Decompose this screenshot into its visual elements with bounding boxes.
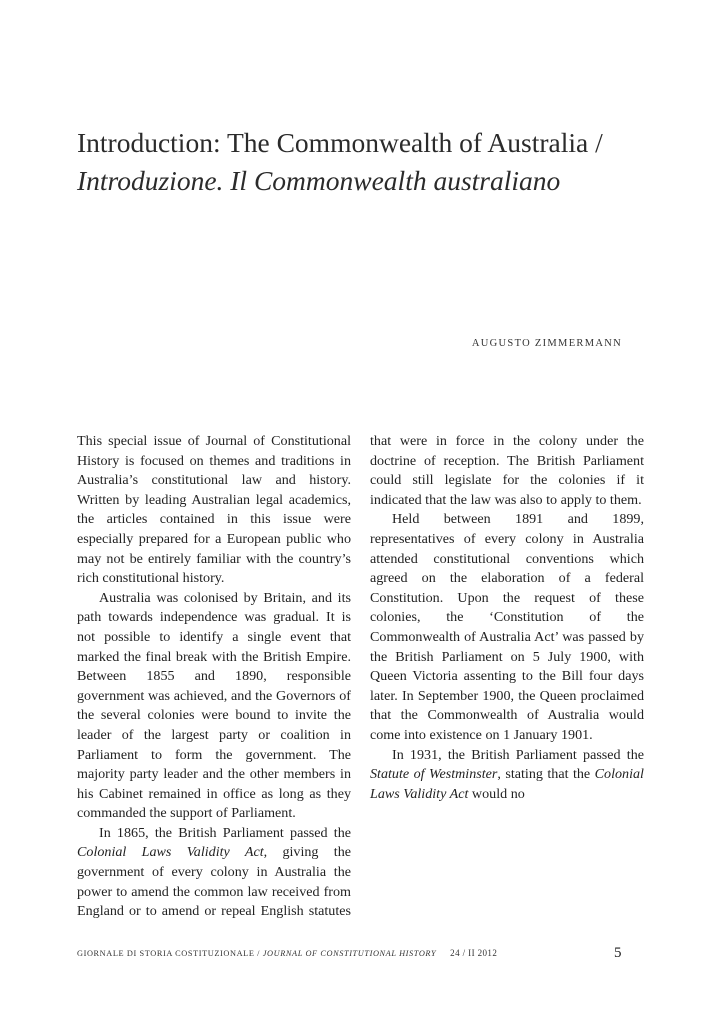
text-column-left <box>77 432 351 922</box>
title-italian: Introduzione. Il Commonwealth australiano <box>77 165 561 196</box>
journal-name-italian: GIORNALE DI STORIA COSTITUZIONALE / <box>77 949 263 958</box>
author-name: AUGUSTO ZIMMERMANN <box>471 338 622 349</box>
paragraph-5: In 1931, the British Parliament passed the Statute of Westminster, stating that the Colonial Laws Validity Act would no <box>370 746 644 802</box>
page-number: 5 <box>614 945 622 961</box>
issue-number: 24 / II 2012 <box>450 948 498 958</box>
article-title <box>77 124 677 200</box>
title-english: Introduction: The Commonwealth of Australia / <box>77 127 603 158</box>
paragraph-3-continued: that were in force in the colony under the doctrine of reception. The British Parliament could still legislate for the colonies if it indicated that the law was also to apply to them. <box>370 433 644 508</box>
paragraph-4: Held between 1891 and 1899, representatives of every colony in Australia attended constitutional conventions which agreed on the elaboration of a federal Constitution. Upon the request of these colonies, the ‘Constitution of the Commonwealth of Australia Act’ was passed by the British Parliament on 5 July 1900, with Queen Victoria assenting to the Bill four days later. In September 1900, the Queen proclaimed that the Commonwealth of Australia would come into existence on 1 January 1901. <box>370 511 644 743</box>
paragraph-2: Australia was colonised by Britain, and its path towards independence was gradual. It is not possible to identify a single event that marked the final break with the British Empire. Between 1855 and 1890, responsible government was achieved, and the Governors of the several colonies were bound to invite the leader of the largest party or coalition in Parliament to form the government. The majority party leader and the other members in his Cabinet remained in office as long as they commanded the support of Parliament. <box>77 589 351 822</box>
text-column-right <box>370 432 644 804</box>
running-footer <box>77 948 497 958</box>
act-title-2: Colonial Laws Validity Act <box>370 766 644 802</box>
statute-title: Statute of Westminster <box>370 766 498 783</box>
paragraph-1: This special issue of Journal of Constitutional History is focused on themes and traditions in Australia’s constitutional law and history. Written by leading Australian legal academics, the articles contained in this issue were especially prepared for a European public who may not be entirely familiar with the country’s rich constitutional history. <box>77 433 351 587</box>
journal-name-english: JOURNAL OF CONSTITUTIONAL HISTORY <box>262 949 437 958</box>
act-title: Colonial Laws Validity Act <box>77 844 264 861</box>
paragraph-3: In 1865, the British Parliament passed the Colonial Laws Validity Act, giving the government of every colony in Australia the power to amend the common law received from England or to amend or repeal English statutes <box>77 824 352 920</box>
